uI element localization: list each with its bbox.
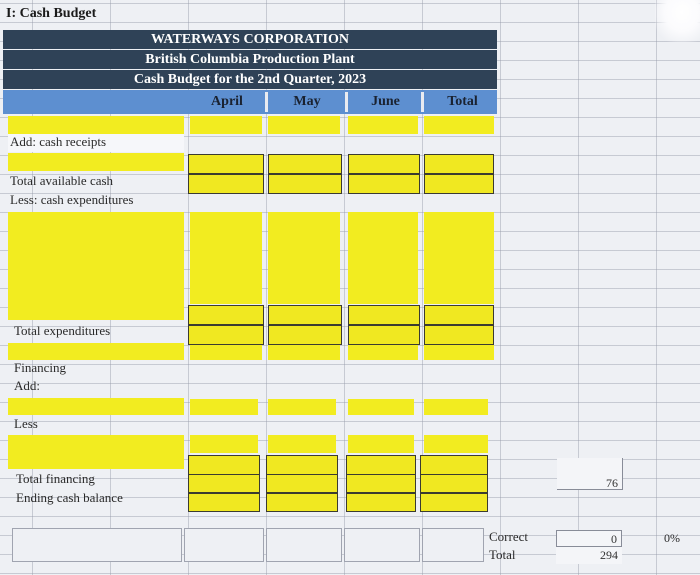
column-header-april: April	[211, 94, 243, 109]
may-total-expenditures[interactable]	[268, 325, 342, 345]
april-expenditure-inputs[interactable]	[190, 212, 262, 304]
april-receipts-input[interactable]	[188, 154, 264, 174]
total-expenditure-inputs[interactable]	[424, 212, 494, 304]
expenditure-label-inputs[interactable]	[8, 212, 184, 320]
april-total-expenditures[interactable]	[188, 325, 264, 345]
may-financing-less[interactable]	[268, 435, 336, 453]
june-excess[interactable]	[348, 345, 418, 360]
column-header-total: Total	[447, 94, 478, 109]
june-last-expense[interactable]	[348, 305, 420, 325]
score-percent: 0%	[664, 531, 680, 545]
correct-value-cell: 0	[556, 530, 622, 547]
may-excess[interactable]	[268, 345, 340, 360]
report-title: Cash Budget for the 2nd Quarter, 2023	[3, 70, 497, 89]
ending-cash-label: Ending cash balance	[16, 490, 123, 505]
total-financing-label: Total financing	[16, 471, 95, 486]
footer-april-cell	[184, 528, 264, 562]
screen-glare	[655, 0, 700, 42]
total-last-expense[interactable]	[424, 305, 494, 325]
june-financing-less[interactable]	[348, 435, 414, 453]
cash-expenditures-label: Less: cash expenditures	[10, 192, 134, 207]
financing-less-label: Less	[14, 416, 38, 431]
side-score-cell: 76	[557, 458, 623, 490]
sheet-title: I: Cash Budget	[6, 6, 97, 21]
footer-june-cell	[344, 528, 420, 562]
total-available-cash-label: Total available cash	[10, 173, 114, 188]
company-name: WATERWAYS CORPORATION	[3, 30, 497, 49]
cash-receipts-label: Add: cash receipts	[10, 134, 107, 149]
april-total-financing[interactable]	[188, 474, 260, 493]
june-financing-row[interactable]	[346, 455, 416, 475]
may-input-cell[interactable]	[268, 116, 340, 134]
excess-label-input[interactable]	[8, 343, 184, 360]
plant-name: British Columbia Production Plant	[3, 50, 497, 69]
june-ending-cash[interactable]	[346, 493, 416, 512]
footer-may-cell	[266, 528, 342, 562]
june-financing-add[interactable]	[348, 399, 414, 415]
may-total-financing[interactable]	[266, 474, 338, 493]
total-financing-row[interactable]	[420, 455, 488, 475]
total-total-available[interactable]	[424, 174, 494, 194]
june-total-available[interactable]	[348, 174, 420, 194]
column-header-may: May	[293, 94, 321, 109]
april-input-cell[interactable]	[190, 116, 262, 134]
label-input-cell[interactable]	[8, 116, 184, 134]
april-financing-add[interactable]	[190, 399, 258, 415]
may-expenditure-inputs[interactable]	[268, 212, 340, 304]
financing-add-label: Add:	[14, 378, 40, 393]
financing-less-label-input[interactable]	[8, 435, 184, 469]
may-total-available[interactable]	[268, 174, 342, 194]
april-last-expense[interactable]	[188, 305, 264, 325]
total-financing-less[interactable]	[424, 435, 488, 453]
total-ending-cash[interactable]	[420, 493, 488, 512]
receipt-label-input[interactable]	[8, 153, 184, 171]
footer-total-cell	[422, 528, 484, 562]
april-excess[interactable]	[190, 345, 262, 360]
footer-label-cell	[12, 528, 182, 562]
total-label: Total	[489, 547, 516, 562]
column-separator	[421, 92, 424, 112]
april-ending-cash[interactable]	[188, 493, 260, 512]
total-value-cell: 294	[556, 547, 622, 564]
may-receipts-input[interactable]	[268, 154, 342, 174]
april-financing-less[interactable]	[190, 435, 258, 453]
total-receipts-input[interactable]	[424, 154, 494, 174]
june-receipts-input[interactable]	[348, 154, 420, 174]
total-expenditures-label: Total expenditures	[14, 323, 111, 338]
total-input-cell[interactable]	[424, 116, 494, 134]
correct-label: Correct	[489, 529, 528, 544]
may-last-expense[interactable]	[268, 305, 342, 325]
june-total-financing[interactable]	[346, 474, 416, 493]
column-header-june: June	[371, 94, 400, 109]
may-ending-cash[interactable]	[266, 493, 338, 512]
total-excess[interactable]	[424, 345, 494, 360]
june-total-expenditures[interactable]	[348, 325, 420, 345]
may-financing-add[interactable]	[268, 399, 336, 415]
may-financing-row[interactable]	[266, 455, 338, 475]
financing-add-label-input[interactable]	[8, 398, 184, 415]
total-financing-add[interactable]	[424, 399, 488, 415]
april-financing-row[interactable]	[188, 455, 260, 475]
june-input-cell[interactable]	[348, 116, 418, 134]
april-total-available[interactable]	[188, 174, 264, 194]
total-total-financing[interactable]	[420, 474, 488, 493]
column-header-bar	[3, 90, 497, 114]
total-total-expenditures[interactable]	[424, 325, 494, 345]
financing-label: Financing	[14, 360, 66, 375]
june-expenditure-inputs[interactable]	[348, 212, 418, 304]
